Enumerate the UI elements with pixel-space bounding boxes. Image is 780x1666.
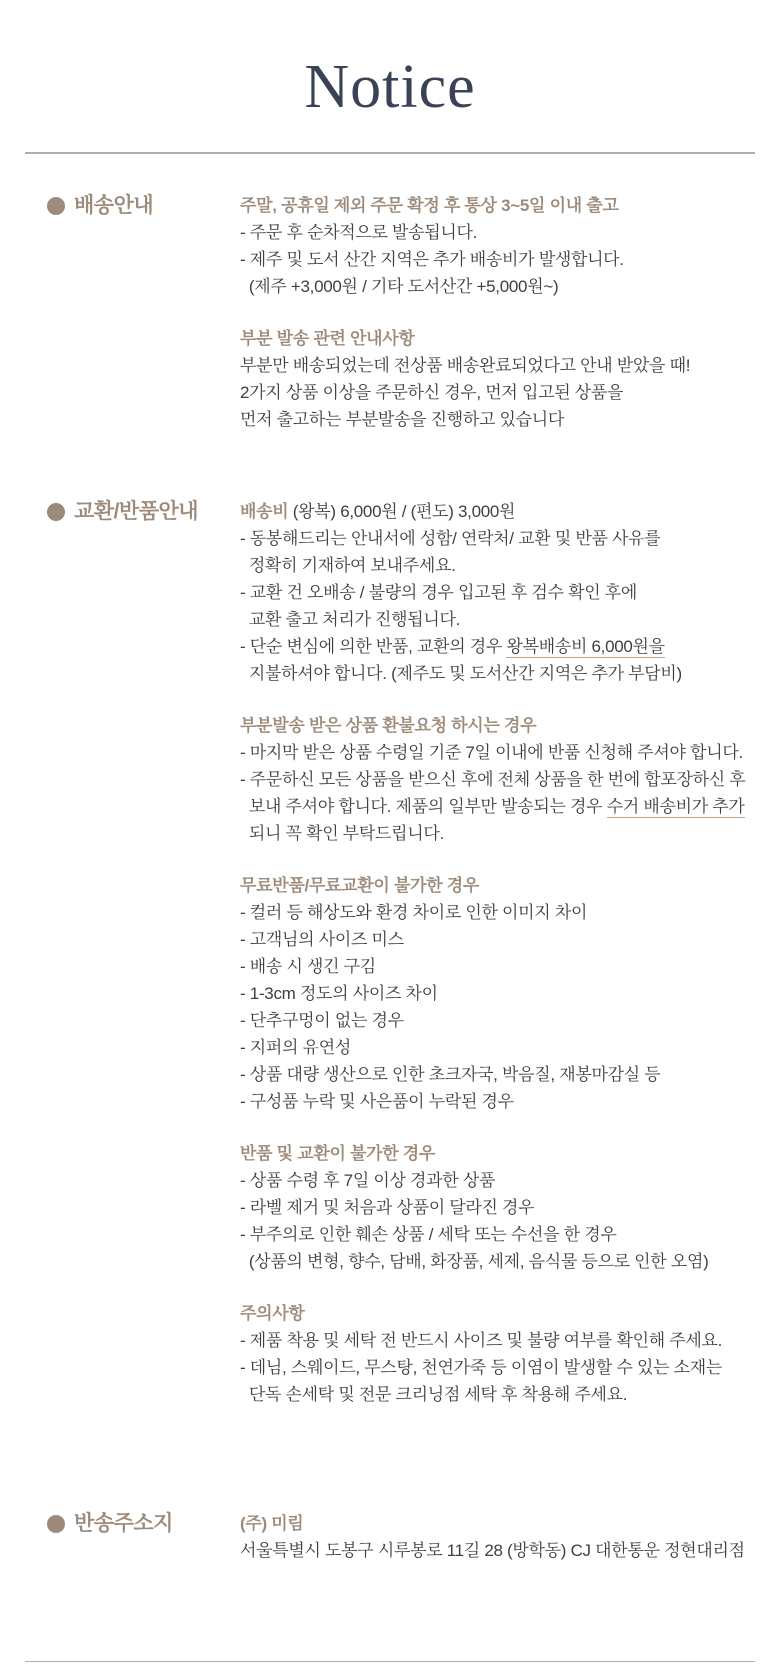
content-line	[240, 1007, 756, 1034]
page-title: Notice	[304, 53, 476, 121]
accent-text: 무료반품/무료교환이 불가한 경우	[240, 876, 479, 896]
accent-text: 주의사항	[240, 1304, 305, 1324]
section-label: 배송안내	[74, 194, 154, 218]
content-line	[240, 1088, 756, 1115]
bullet-icon	[47, 1515, 65, 1533]
content-line	[240, 712, 756, 739]
body-text: - 1-3cm 정도의 사이즈 차이	[240, 984, 438, 1004]
section-heading	[47, 192, 240, 219]
body-text: - 컬러 등 해상도와 환경 차이로 인한 이미지 차이	[240, 903, 588, 923]
body-text: 먼저 출고하는 부분발송을 진행하고 있습니다	[240, 410, 565, 430]
content-line	[240, 1221, 756, 1248]
body-text: 단독 손세탁 및 전문 크리닝점 세탁 후 착용해 주세요.	[240, 1385, 628, 1405]
content-line	[240, 525, 756, 552]
content-line	[240, 660, 756, 687]
section-heading-column	[0, 498, 240, 525]
accent-text: 부분발송 받은 상품 환불요청 하시는 경우	[240, 716, 537, 736]
body-text: 서울특별시 도봉구 시루봉로 11길 28 (방학동) CJ 대한통운 정현대리점	[240, 1541, 745, 1561]
section-content	[240, 1510, 780, 1564]
content-line	[240, 820, 756, 847]
bullet-icon	[47, 197, 65, 215]
body-text: - 구성품 누락 및 사은품이 누락된 경우	[240, 1092, 514, 1112]
content-line	[240, 379, 756, 406]
bottom-divider	[25, 1661, 755, 1662]
content-line	[240, 406, 756, 433]
body-text: - 데님, 스웨이드, 무스탕, 천연가죽 등 이염이 발생할 수 있는 소재는	[240, 1358, 723, 1378]
content-line	[240, 1248, 756, 1275]
section-exchange-return	[0, 498, 780, 1408]
content-line	[240, 793, 756, 820]
content-line	[240, 633, 756, 660]
section-label: 교환/반품안내	[74, 500, 199, 524]
section-heading-column	[0, 1510, 240, 1537]
body-text: - 주문하신 모든 상품을 받으신 후에 전체 상품을 한 번에 합포장하신 후	[240, 770, 746, 790]
section-shipping	[0, 192, 780, 433]
body-text: - 교환 건 오배송 / 불량의 경우 입고된 후 검수 확인 후에	[240, 583, 638, 603]
content-line	[240, 899, 756, 926]
content-line	[240, 1537, 756, 1564]
content-line	[240, 1510, 756, 1537]
text-block	[240, 1300, 756, 1408]
content-line	[240, 246, 756, 273]
body-text: - 상품 대량 생산으로 인한 초크자국, 박음질, 재봉마감실 등	[240, 1065, 661, 1085]
body-text: - 라벨 제거 및 처음과 상품이 달라진 경우	[240, 1198, 535, 1218]
text-block	[240, 325, 756, 433]
sections	[0, 192, 780, 1564]
content-line	[240, 352, 756, 379]
accent-text: 배송비	[240, 502, 289, 522]
body-text: - 제품 착용 및 세탁 전 반드시 사이즈 및 불량 여부를 확인해 주세요.	[240, 1331, 723, 1351]
text-block	[240, 1140, 756, 1275]
body-text: 2가지 상품 이상을 주문하신 경우, 먼저 입고된 상품을	[240, 383, 624, 403]
content-line	[240, 606, 756, 633]
body-text: - 지퍼의 유연성	[240, 1038, 351, 1058]
section-heading	[47, 1510, 240, 1537]
content-line	[240, 552, 756, 579]
content-line	[240, 1167, 756, 1194]
body-text: - 제주 및 도서 산간 지역은 추가 배송비가 발생합니다.	[240, 250, 624, 270]
bullet-icon	[47, 503, 65, 521]
content-line	[240, 872, 756, 899]
section-content	[240, 498, 780, 1408]
content-line	[240, 1194, 756, 1221]
content-line	[240, 325, 756, 352]
content-line	[240, 579, 756, 606]
body-text: 교환 출고 처리가 진행됩니다.	[240, 610, 461, 630]
content-line	[240, 498, 756, 525]
content-line	[240, 766, 756, 793]
body-text: - 단순 변심에 의한 반품, 교환의 경우	[240, 637, 507, 657]
accent-text: 부분 발송 관련 안내사항	[240, 329, 415, 349]
body-text: (왕복) 6,000원 / (편도) 3,000원	[288, 502, 516, 522]
body-text: - 상품 수령 후 7일 이상 경과한 상품	[240, 1171, 496, 1191]
body-text: - 주문 후 순차적으로 발송됩니다.	[240, 223, 478, 243]
body-text: 정확히 기재하여 보내주세요.	[240, 556, 456, 576]
accent-text: 반품 및 교환이 불가한 경우	[240, 1144, 436, 1164]
underlined-text: 왕복배송비 6,000원을	[506, 637, 665, 657]
body-text: 보내 주셔야 합니다. 제품의 일부만 발송되는 경우	[240, 797, 607, 817]
top-divider	[25, 152, 755, 154]
content-line	[240, 1327, 756, 1354]
body-text: - 마지막 받은 상품 수령일 기준 7일 이내에 반품 신청해 주셔야 합니다.	[240, 743, 743, 763]
body-text: - 단추구멍이 없는 경우	[240, 1011, 404, 1031]
content-line	[240, 1034, 756, 1061]
section-return-address	[0, 1510, 780, 1564]
content-line	[240, 980, 756, 1007]
section-label: 반송주소지	[74, 1512, 173, 1536]
content-line	[240, 1061, 756, 1088]
content-line	[240, 219, 756, 246]
content-line	[240, 953, 756, 980]
body-text: - 배송 시 생긴 구김	[240, 957, 376, 977]
accent-text: (주) 미림	[240, 1514, 304, 1534]
body-text: 지불하셔야 합니다. (제주도 및 도서산간 지역은 추가 부담비)	[240, 664, 682, 684]
content-line	[240, 739, 756, 766]
content-line	[240, 1354, 756, 1381]
section-heading-column	[0, 192, 240, 219]
section-heading	[47, 498, 240, 525]
text-block	[240, 872, 756, 1115]
content-line	[240, 273, 756, 300]
text-block	[240, 1510, 756, 1564]
content-line	[240, 1300, 756, 1327]
body-text: - 부주의로 인한 훼손 상품 / 세탁 또는 수선을 한 경우	[240, 1225, 617, 1245]
accent-text: 주말, 공휴일 제외 주문 확정 후 통상 3~5일 이내 출고	[240, 196, 619, 216]
body-text: - 동봉해드리는 안내서에 성함/ 연락처/ 교환 및 반품 사유를	[240, 529, 661, 549]
body-text: - 고객님의 사이즈 미스	[240, 930, 404, 950]
content-line	[240, 1381, 756, 1408]
body-text: (상품의 변형, 향수, 담배, 화장품, 세제, 음식물 등으로 인한 오염)	[240, 1252, 709, 1272]
section-content	[240, 192, 780, 433]
content-line	[240, 192, 756, 219]
text-block	[240, 712, 756, 847]
text-block	[240, 192, 756, 300]
underlined-text: 수거 배송비가 추가	[606, 797, 745, 817]
body-text: 부분만 배송되었는데 전상품 배송완료되었다고 안내 받았을 때!	[240, 356, 691, 376]
text-block	[240, 498, 756, 687]
content-line	[240, 1140, 756, 1167]
body-text: (제주 +3,000원 / 기타 도서산간 +5,000원~)	[240, 277, 559, 297]
content-line	[240, 926, 756, 953]
body-text: 되니 꼭 확인 부탁드립니다.	[240, 824, 444, 844]
